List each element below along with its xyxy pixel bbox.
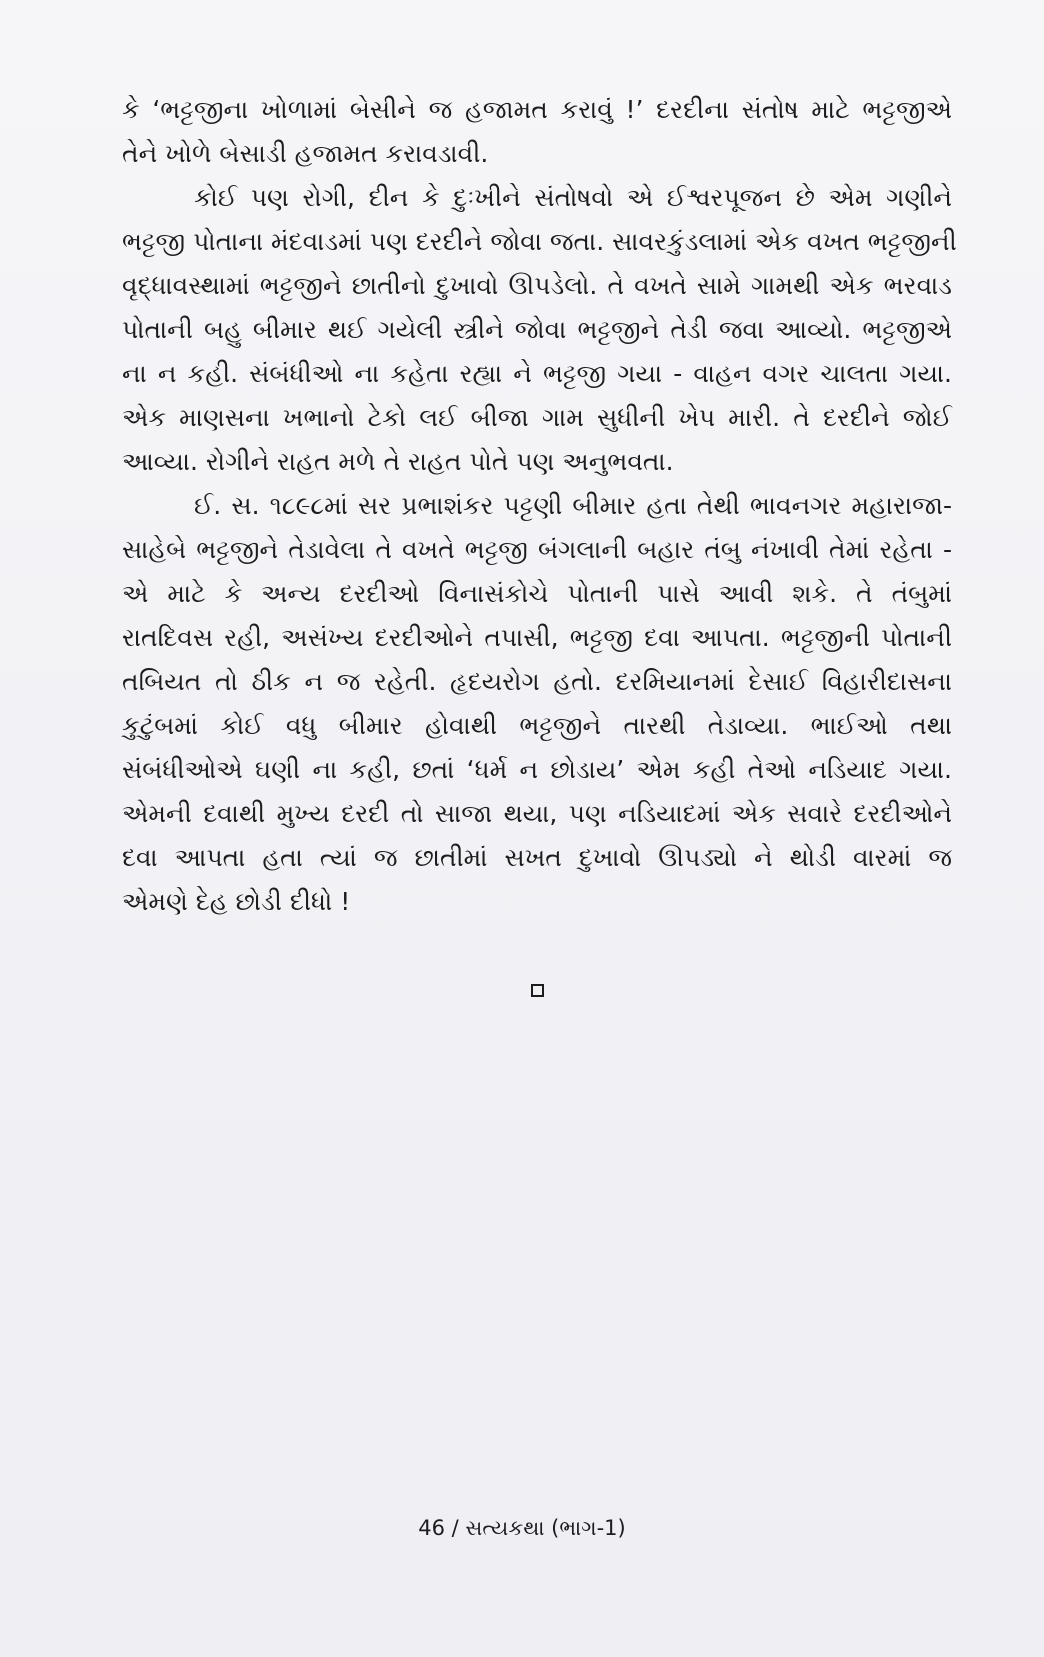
text-line: દવા આપતા હતા ત્યાં જ છાતીમાં સખત દુખાવો ઊપડ્યો ને થોડી વારમાં જ <box>122 843 952 872</box>
hollow-square-icon <box>531 984 544 997</box>
text-line: તેને ખોળે બેસાડી હજામત કરાવડાવી. <box>122 139 489 168</box>
text-line: સાહેબે ભટ્ટજીને તેડાવેલા તે વખતે ભટ્ટજી બંગલાની બહાર તંબુ નંખાવી તેમાં રહેતા - <box>122 535 952 564</box>
text-line: એક માણસના ખભાનો ટેકો લઈ બીજા ગામ સુધીની ખેપ મારી. તે દરદીને જોઈ <box>122 403 952 432</box>
paragraph-2 <box>122 176 957 484</box>
text-line: એમણે દેહ છોડી દીધો ! <box>122 887 351 916</box>
paragraph-1 <box>122 88 952 176</box>
text-line: કે ‘ભટ્ટજીના ખોળામાં બેસીને જ હજામત કરાવું !’ દરદીના સંતોષ માટે ભટ્ટજીએ <box>122 95 952 124</box>
text-line: તબિયત તો ઠીક ન જ રહેતી. હૃદયરોગ હતો. દરમિયાનમાં દેસાઈ વિહારીદાસના <box>122 667 952 696</box>
text-line: કોઈ પણ રોગી, દીન કે દુઃખીને સંતોષવો એ ઈશ્વરપૂજન છે એમ ગણીને <box>194 183 952 212</box>
text-line: સંબંધીઓએ ઘણી ના કહી, છતાં ‘ધર્મ ન છોડાય’ એમ કહી તેઓ નડિયાદ ગયા. <box>122 755 952 784</box>
text-line: રાતદિવસ રહી, અસંખ્ય દરદીઓને તપાસી, ભટ્ટજી દવા આપતા. ભટ્ટજીની પોતાની <box>122 623 952 652</box>
text-line: એમની દવાથી મુખ્ય દરદી તો સાજા થયા, પણ નડિયાદમાં એક સવારે દરદીઓને <box>122 799 952 828</box>
text-line: ના ન કહી. સંબંધીઓ ના કહેતા રહ્યા ને ભટ્ટજી ગયા - વાહન વગર ચાલતા ગયા. <box>122 359 952 388</box>
text-line: ઈ. સ. ૧૮૯૮માં સર પ્રભાશંકર પટ્ટણી બીમાર હતા તેથી ભાવનગર મહારાજા- <box>194 491 952 520</box>
page-footer: 46 / સત્યકથા (ભાગ-1) <box>418 1516 626 1540</box>
paragraph-3 <box>122 484 952 924</box>
body-text <box>122 88 957 924</box>
text-line: પોતાની બહુ બીમાર થઈ ગયેલી સ્ત્રીને જોવા ભટ્ટજીને તેડી જવા આવ્યો. ભટ્ટજીએ <box>122 315 952 344</box>
text-line: આવ્યા. રોગીને રાહત મળે તે રાહત પોતે પણ અનુભવતા. <box>122 447 674 476</box>
text-line: એ માટે કે અન્ય દરદીઓ વિનાસંકોચે પોતાની પાસે આવી શકે. તે તંબુમાં <box>122 579 952 608</box>
text-line: ભટ્ટજી પોતાના મંદવાડમાં પણ દરદીને જોવા જતા. સાવરકુંડલામાં એક વખત ભટ્ટજીની <box>122 227 957 256</box>
text-line: કુટુંબમાં કોઈ વધુ બીમાર હોવાથી ભટ્ટજીને તારથી તેડાવ્યા. ભાઈઓ તથા <box>122 711 952 740</box>
text-line: વૃદ્ધાવસ્થામાં ભટ્ટજીને છાતીનો દુખાવો ઊપડેલો. તે વખતે સામે ગામથી એક ભરવાડ <box>122 271 952 300</box>
